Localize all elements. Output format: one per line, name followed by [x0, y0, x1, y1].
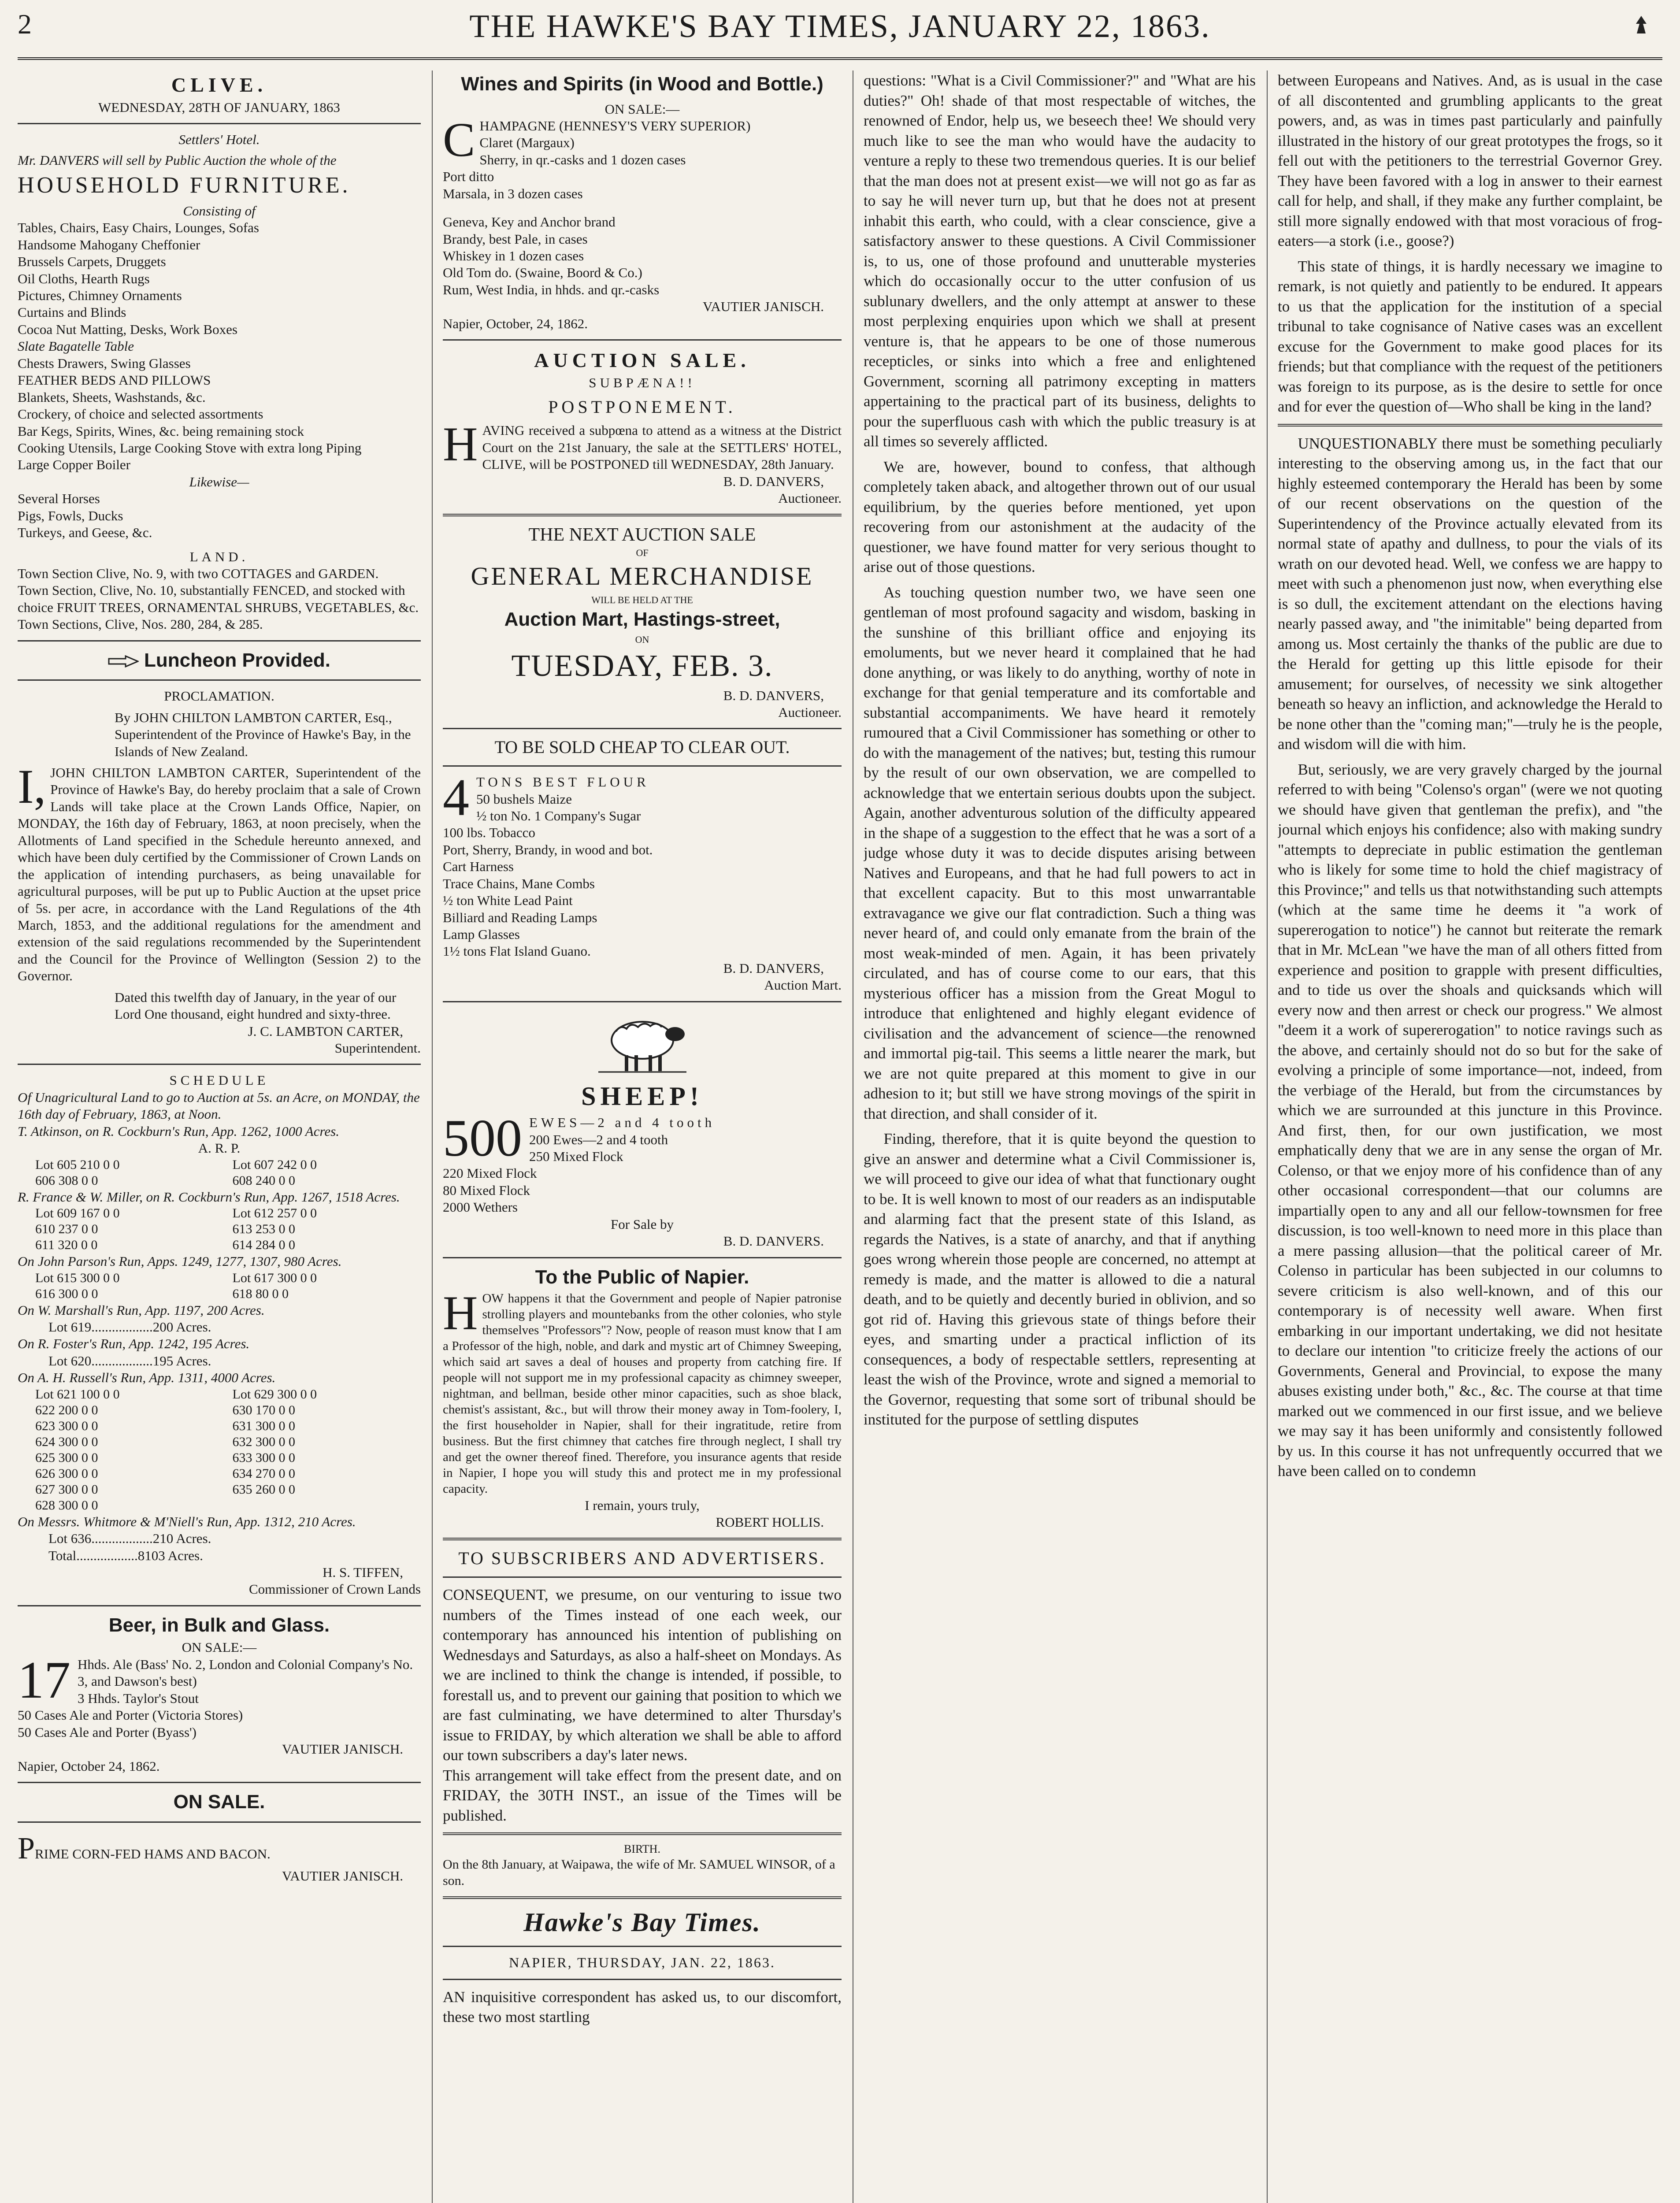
- list-item: HAMPAGNE (HENNESY'S VERY SUPERIOR): [479, 118, 751, 134]
- page-number: 2: [18, 8, 32, 40]
- beer-list: [18, 1656, 421, 1741]
- lot-entry: 635 260 0 0: [232, 1482, 295, 1497]
- consisting-label: Consisting of: [183, 203, 256, 219]
- list-item: Several Horses: [18, 491, 100, 507]
- lot-entry: 606 308 0 0: [35, 1173, 98, 1188]
- beer-quantity: 17: [18, 1656, 70, 1709]
- lot-entry: 623 300 0 0: [35, 1418, 98, 1433]
- list-item: Marsala, in 3 dozen cases: [443, 185, 583, 201]
- list-item: Blankets, Sheets, Washstands, &c.: [18, 389, 206, 405]
- list-item: Pictures, Chimney Ornaments: [18, 288, 182, 303]
- proclamation-dated: Dated this twelfth day of January, in the year of our Lord One thousand, eight hundred and sixty-three.: [115, 989, 397, 1022]
- list-item: TONS BEST FLOUR: [476, 774, 649, 790]
- auction-signer: B. D. DANVERS,: [723, 473, 824, 489]
- beer-date: Napier, October 24, 1862.: [18, 1758, 160, 1774]
- list-item: 50 bushels Maize: [476, 791, 572, 807]
- list-item: Slate Bagatelle Table: [18, 338, 134, 354]
- lot-entry: 625 300 0 0: [35, 1450, 98, 1465]
- mart-signer: B. D. DANVERS,: [723, 687, 824, 703]
- editorial-paragraph: This state of things, it is hardly necessary we imagine to remark, is not quietly and patiently to be endured. It appears to us that the application for the institution of a special tribunal to take cognisance of Native cases was an excellent excuse for the Government to make good places for its friends; but that compliance with the request of the petitioners was foreign to its purpose, as is the desire to settle for once and for ever the question of—Who shall be king in the land?: [1278, 257, 1662, 415]
- column-2: [443, 70, 842, 2203]
- lot-entry: Lot 619..................200 Acres.: [48, 1319, 211, 1335]
- list-item: 50 Cases Ale and Porter (Victoria Stores): [18, 1707, 243, 1723]
- column-4: [1278, 70, 1662, 2203]
- lot-entry: Lot 636..................210 Acres.: [48, 1531, 211, 1547]
- column-1: [18, 70, 421, 2203]
- lot-entry: 613 253 0 0: [232, 1222, 295, 1237]
- lot-entry: 622 200 0 0: [35, 1402, 98, 1417]
- proclamation-signer: J. C. LAMBTON CARTER,: [248, 1023, 403, 1039]
- wines-date: Napier, October, 24, 1862.: [443, 315, 588, 331]
- lot-entry: 634 270 0 0: [232, 1466, 295, 1481]
- run-heading: On A. H. Russell's Run, App. 1311, 4000 Acres.: [18, 1370, 276, 1386]
- lot-entry: 626 300 0 0: [35, 1466, 98, 1481]
- lot-table: [18, 1157, 421, 1189]
- lot-entry: 616 300 0 0: [35, 1286, 98, 1301]
- lot-total: Total..................8103 Acres.: [48, 1547, 203, 1563]
- list-item: Large Copper Boiler: [18, 457, 130, 473]
- clear-list: [443, 774, 842, 960]
- subpoena-label: SUBPÆNA!!: [589, 375, 696, 391]
- editorial-paragraph: Finding, therefore, that it is quite beyond the question to give an answer and determine what a Civil Commissioner is, we will proceed to give our idea of what that functionary ought to be. It is well known to most of our readers as an indisputable and alarming fact that the present state of this Island, as regards the Natives, is a state of anarchy, and that if anything goes wrong wherein those people are concerned, no attempt at remedy is made, and the matter is allowed to die a natural death, and to be quietly and decently buried in oblivion, and so got rid of. Having this grievous state of things before their eyes, and smarting under a practical infliction of its consequences, a body of respectable settlers, representing at least the wish of the Province, wrote and signed a memorial to the Governor, requesting that some sort of tribunal should be instituted for the purpose of settling disputes: [864, 1130, 1256, 1428]
- list-item: Town Section, Clive, No. 10, substantially FENCED, and stocked with choice FRUIT TREES, ORNAMENTAL SHRUBS, VEGETABLES, &c.: [18, 582, 419, 615]
- list-item: Cocoa Nut Matting, Desks, Work Boxes: [18, 321, 237, 337]
- auction-venue: Settlers' Hotel.: [178, 132, 260, 148]
- lot-entry: 630 170 0 0: [232, 1402, 295, 1417]
- column-rule: [432, 70, 433, 2203]
- list-item: Brandy, best Pale, in cases: [443, 231, 588, 247]
- lot-table: [18, 1205, 421, 1253]
- list-item: Billiard and Reading Lamps: [443, 909, 597, 925]
- lot-entry: 632 300 0 0: [232, 1434, 295, 1449]
- list-item: Old Tom do. (Swaine, Boord & Co.): [443, 265, 642, 281]
- list-item: Cooking Utensils, Large Cooking Stove with extra long Piping: [18, 440, 362, 456]
- onsale-heading: ON SALE.: [173, 1791, 265, 1813]
- clear-signer-title: Auction Mart.: [764, 977, 842, 993]
- list-item: ½ ton White Lead Paint: [443, 893, 573, 909]
- beer-signer: VAUTIER JANISCH.: [282, 1741, 403, 1757]
- sheep-forsale: For Sale by: [611, 1216, 674, 1232]
- lot-entry: Lot 609 167 0 0: [35, 1206, 120, 1221]
- paper-title-block: [443, 1906, 842, 1939]
- lot-table: [18, 1387, 421, 1513]
- likewise-label: Likewise—: [189, 474, 249, 490]
- column-3: [864, 70, 1256, 2203]
- masthead: [18, 4, 1662, 60]
- list-item: 100 lbs. Tobacco: [443, 825, 535, 841]
- lot-entry: Lot 612 257 0 0: [232, 1206, 317, 1221]
- sale-date: TUESDAY, FEB. 3.: [511, 649, 773, 683]
- list-item: Turkeys, and Geese, &c.: [18, 525, 152, 541]
- auction-date: WEDNESDAY, 28TH OF JANUARY, 1863: [98, 100, 340, 115]
- will-be-held-label: WILL BE HELD AT THE: [591, 594, 693, 605]
- lot-entry: 608 240 0 0: [232, 1173, 295, 1188]
- list-item: Port, Sherry, Brandy, in wood and bot.: [443, 842, 653, 857]
- lot-entry: Lot 607 242 0 0: [232, 1157, 317, 1172]
- list-item: Pigs, Fowls, Ducks: [18, 508, 123, 523]
- proclamation-signer-title: Superintendent.: [334, 1040, 421, 1056]
- arp-header: A. R. P.: [198, 1140, 241, 1156]
- list-item: Sherry, in qr.-casks and 1 dozen cases: [479, 152, 686, 167]
- furniture-list: [18, 219, 421, 474]
- lot-entry: Lot 617 300 0 0: [232, 1270, 317, 1285]
- furniture-heading: HOUSEHOLD FURNITURE.: [18, 173, 351, 198]
- lot-entry: Lot 620..................195 Acres.: [48, 1353, 211, 1369]
- list-item: 250 Mixed Flock: [529, 1149, 623, 1165]
- editorial-paragraph: questions: "What is a Civil Commissioner?" and "What are his duties?" Oh! shade of that most respectable of witches, the renowned of Endor, help us, we beseech thee! We should very much like to see the man who would have the audacity to venture a reply to these two tremendous queries. It is our belief that the man does not at present exist—we will not go as far as to say he will never turn up, but that he does not at present inhabit this earth, who could, with a clear conscience, give a satisfactory answer to these questions. A Civil Commissioner is, to us, one of those profound and unutterable mysteries which do occasionally occur to the utter confusion of us sublunary dwellers, and the only attempt at answer to these most perplexing enquiries upon which we shall at present venture is, that he appears to be one of those numerous recepticles, or sinks into which a free and enlightened Government, scorning all patrimony excepting in matters appertaining to the practical part of its business, delights to pour the superfluous cash with which the public treasury is at all times so severely afflicted.: [864, 72, 1256, 450]
- lot-entry: Lot 605 210 0 0: [35, 1157, 120, 1172]
- ornament-icon: [1633, 15, 1649, 34]
- list-item: Bar Kegs, Spirits, Wines, &c. being remaining stock: [18, 423, 304, 439]
- list-item: Rum, West India, in hhds. and qr.-casks: [443, 282, 660, 297]
- beer-onsale: ON SALE:—: [182, 1639, 257, 1655]
- list-item: Port ditto: [443, 169, 494, 185]
- wines-signer: VAUTIER JANISCH.: [702, 299, 824, 315]
- lot-entry: 624 300 0 0: [35, 1434, 98, 1449]
- birth-body: On the 8th January, at Waipawa, the wife of Mr. SAMUEL WINSOR, of a son.: [443, 1857, 835, 1888]
- subscribers-body: CONSEQUENT, we presume, on our venturing to issue two numbers of the Times instead of one each week, our contemporary has announced his intention of publishing on Wednesdays and Saturdays, as also a half-sheet on Mondays. As we are inclined to think the change is intended, if possible, to forestall us, and to prevent our gaining that position to which we are fast culminating, we have determined to alter Thursday's issue to FRIDAY, by which alteration we shall be able to afford our town subscribers a day's later news. This arrangement will take effect from the present date, and on FRIDAY, the 30TH INST., an issue of the Times will be published.: [443, 1586, 842, 1824]
- list-item: Claret (Margaux): [479, 135, 575, 151]
- wines-onsale: ON SALE:—: [605, 101, 680, 117]
- next-sale-label: THE NEXT AUCTION SALE: [528, 525, 756, 545]
- list-item: 80 Mixed Flock: [443, 1182, 530, 1198]
- lot-entry: Lot 629 300 0 0: [232, 1387, 317, 1402]
- sheep-list: [443, 1114, 842, 1216]
- editorial-paragraph: As touching question number two, we have seen one gentleman of most profound sagacity and wisdom, basking in the sunshine of this brilliant office and enjoying its emoluments, but we never heard it complained that he had done anything, or was likely to do anything, worthy of note in exchange for that genial temperature and its comfortable and substantial accompaniments. We have heard it remotely rumoured that a Civil Commissioner has something or other to do with the management of the natives; but, testing this rumour by the result of our own observation, we are compelled to acknowledge that we entertain serious doubts upon the subject. Again, another adventurous solution of the difficulty appeared in the shape of a suggestion to the effect that he was a sort of a judge whose duty it was to decide disputes arising between Natives and Europeans, and that he had full powers to act in that excellent capacity. But to this most unwarrantable extravagance we give our flat contradiction. Such a thing was never heard of, and could only emanate from the brain of the most weak-minded of men. Again, it has been privately circulated, and has of course come to our ears, that this mysterious officer has a mission from the Great Mogul to introduce that enlightened and highly elegant evidence of civilisation and the advancement of science—the renowned and immortal pig-tail. This seems a little nearer the mark, but we are not quite prepared at this moment to give in our adhesion to it; but still we have strong movings of the spirit in that direction, and shall consider of it.: [864, 583, 1256, 1122]
- lot-entry: 614 284 0 0: [232, 1238, 295, 1253]
- list-item: Chests Drawers, Swing Glasses: [18, 355, 191, 371]
- list-item: FEATHER BEDS AND PILLOWS: [18, 372, 211, 388]
- column-rule: [1267, 70, 1268, 2203]
- wines-list: C HAMPAGNE (HENNESY'S VERY SUPERIOR) Claret (Margaux) Sherry, in qr.-casks and 1 dozen cases Port ditto Marsala, in 3 dozen cases Geneva, Key and Anchor brand Brandy, best Pale, in cases Whiskey in 1 dozen cases Old Tom do. (Swaine, Boord & Co.) Rum, West India, in hhds. and qr.-casks: [443, 118, 842, 298]
- sheep-heading: SHEEP!: [581, 1081, 703, 1111]
- list-item: 2000 Wethers: [443, 1199, 518, 1215]
- auction-heading: AUCTION SALE.: [534, 349, 750, 372]
- list-item: Trace Chains, Mane Combs: [443, 875, 595, 891]
- list-item: 1½ tons Flat Island Guano.: [443, 943, 591, 959]
- list-item: 50 Cases Ale and Porter (Byass'): [18, 1724, 197, 1740]
- lot-entry: 631 300 0 0: [232, 1418, 295, 1433]
- lot-entry: 610 237 0 0: [35, 1222, 98, 1237]
- pointing-hand-icon: [108, 655, 139, 668]
- dateline: NAPIER, THURSDAY, JAN. 22, 1863.: [509, 1955, 775, 1971]
- proclamation-heading: PROCLAMATION.: [164, 688, 274, 704]
- list-item: ½ ton No. 1 Company's Sugar: [476, 808, 641, 823]
- list-item: 220 Mixed Flock: [443, 1165, 537, 1181]
- editorial-start: AN inquisitive correspondent has asked us, to our discomfort, these two most startling: [443, 1988, 842, 2026]
- paper-title: Hawke's Bay Times.: [523, 1907, 761, 1937]
- sheep-illustration-icon: [594, 1009, 691, 1076]
- editorial-paragraph: UNQUESTIONABLY there must be something peculiarly interesting to the observing among us, in the fact that our highly esteemed contemporary the Herald has been by some of our recent observations on the question of the Superintendency of the Province actually elevated from its normal state of apathy and dullness, to pour the vials of its wrath on our devoted head. Well, we confess we are happy to meet with such a phenomenon just now, when everything else is so dull, the excitement attendant on the elections having nearly passed away, and "the inimitable" being departed from among us. Most certainly the thanks of the public are due to the Herald for getting up this little episode for their amusement; for ourselves, of necessity we sink altogether beneath so heavy an infliction, and acknowledge the Herald to be none other than the "coming man;"—truly he is the people, and wisdom will die with him.: [1278, 434, 1662, 753]
- proclamation-by: By JOHN CHILTON LAMBTON CARTER, Esq., Superintendent of the Province of Hawke's Bay, in the Islands of New Zealand.: [115, 709, 411, 759]
- lot-entry: 611 320 0 0: [35, 1238, 98, 1253]
- merchandise-heading: GENERAL MERCHANDISE: [471, 561, 814, 590]
- clear-signer: B. D. DANVERS,: [723, 960, 824, 976]
- list-item: Crockery, of choice and selected assortments: [18, 406, 263, 422]
- list-item: Cart Harness: [443, 859, 514, 875]
- list-item: Brussels Carpets, Druggets: [18, 254, 166, 270]
- onsale-signer: VAUTIER JANISCH.: [282, 1868, 403, 1884]
- list-item: Tables, Chairs, Easy Chairs, Lounges, Sofas: [18, 220, 259, 236]
- luncheon-heading: Luncheon Provided.: [18, 649, 421, 673]
- list-item: 3 Hhds. Taylor's Stout: [78, 1690, 199, 1706]
- on-label: ON: [635, 634, 649, 645]
- public-closing: I remain, yours truly,: [585, 1497, 700, 1513]
- onsale-text: PRIME CORN-FED HAMS AND BACON.: [18, 1831, 271, 1866]
- auction-mart-label: Auction Mart, Hastings-street,: [504, 608, 780, 630]
- list-item: Town Sections, Clive, Nos. 280, 284, & 285.: [18, 616, 263, 632]
- land-heading: LAND.: [189, 549, 249, 564]
- lot-entry: 627 300 0 0: [35, 1482, 98, 1497]
- run-heading: On W. Marshall's Run, App. 1197, 200 Acres.: [18, 1302, 265, 1318]
- sheep-signer: B. D. DANVERS.: [723, 1233, 824, 1249]
- newspaper-title: THE HAWKE'S BAY TIMES, JANUARY 22, 1863.: [469, 8, 1211, 45]
- birth-heading: BIRTH.: [624, 1843, 660, 1856]
- list-item: EWES—2 and 4 tooth: [529, 1115, 716, 1131]
- lot-entry: 628 300 0 0: [35, 1498, 98, 1513]
- list-item: Oil Cloths, Hearth Rugs: [18, 271, 150, 286]
- lot-entry: Lot 621 100 0 0: [35, 1387, 120, 1402]
- editorial-paragraph: But, seriously, we are very gravely charged by the journal referred to with being "Colenso's organ" (were we not quoting we should have given that gentleman the prefix), and "the journal which enjoys his confidence; also with making sundry "attempts to depreciate in public estimation the gentleman who is likely for some time to hold the chief magistracy of this Province;" and tells us that notwithstanding such attempts (which at the same time he deems it "a work of supererogation to notice") he cannot but reiterate the remark that in Mr. McLean "we have the man of all others fitted from experience and position to grapple with present difficulties, and to tide us over the shoals and quicksands which will every now and then arrest or check our progress." We almost "deem it a work of supererogation" to notice ravings such as the above, and certainly should not do so but for the sake of evolving a principle of some importance—not, indeed, from the verbiage of the Herald, but from the circumstances by which we are surrounded at this juncture in this Province. And first, then, for our own justification, we most emphatically deny that we are in any sense the organ of Mr. Colenso, or that we enjoy more of his confidence than of any other occasional correspondent—that our columns are impartially open to any and all our fellow-townsmen for free discussion, is too well-known to need more in this place than a mere passing allusion—that the political career of Mr. Colenso in particular has been subjected in our columns to severe criticism is also well-known, and of this our contemporary is of necessity well aware. When first embarking in our important undertaking, we did not hesitate to declare our intention "to criticize freely the actions of our Governments, General and Provincial, to expose the many abuses existing under both," &c., &c. The course at that time marked out we commenced in our first issue, and we believe we may say it has been uniformly and consistently followed by us. In this course it has not unfrequently occurred that we have been called on to condemn: [1278, 760, 1662, 1480]
- auction-intro: Mr. DANVERS will sell by Public Auction the whole of the: [18, 152, 337, 168]
- run-heading: T. Atkinson, on R. Cockburn's Run, App. 1262, 1000 Acres.: [18, 1123, 339, 1139]
- schedule-intro: Of Unagricultural Land to go to Auction at 5s. an Acre, on MONDAY, the 16th day of February, 1863, at Noon.: [18, 1089, 420, 1122]
- public-body: HOW happens it that the Government and people of Napier patronise strolling players and mountebanks from the other colonies, who style themselves "Professors"? Now, people of reason must know that I am a Professor of the high, noble, and dark and mystic art of Chimney Sweeping, which said art saves a deal of houses and property from catching fire. If people will not support me in my professional capacity as chimney sweeper, nightman, and bellman, beside other minor capacities, such as shoe black, chemist's assistant, &c., but will throw their money away in Tom-foolery, I, the first householder in Napier, shall for their ingratitude, retire from business. But the first chimney that catches fire through neglect, I shall try and get the owner thereof fined. Therefore, you insurance agents that reside in Napier, I hope you will study this and protect me in my professional capacity.: [443, 1286, 842, 1496]
- proclamation-body: I, JOHN CHILTON LAMBTON CARTER, Superintendent of the Province of Hawke's Bay, do hereby proclaim that a sale of Crown Lands will take place at the Crown Lands Office, Napier, on MONDAY, the 16th day of February, 1863, at noon precisely, when the Allotments of Land specified in the Schedule hereunto annexed, and which have been duly certified by the Commissioner of Crown Lands on the application of intending purchasers, as being unavailable for agricultural purposes, will be put up to Public Auction at the upset price of 5s. per acre, in accordance with the Land Regulations of the 4th March, 1853, and the additional regulations for the amendment and extension of the said regulations recommended by the Superintendent and the Council for the Province of Wellington (Session 2) to the Governor.: [18, 760, 421, 984]
- schedule-heading: SCHEDULE: [169, 1072, 269, 1088]
- run-heading: R. France & W. Miller, on R. Cockburn's Run, App. 1267, 1518 Acres.: [18, 1189, 400, 1205]
- public-heading: To the Public of Napier.: [535, 1266, 749, 1288]
- mart-signer-title: Auctioneer.: [778, 705, 842, 720]
- clive-heading: CLIVE.: [171, 74, 267, 96]
- subscribers-heading: TO SUBSCRIBERS AND ADVERTISERS.: [458, 1548, 826, 1569]
- list-item: 200 Ewes—2 and 4 tooth: [529, 1131, 668, 1147]
- list-item: Handsome Mahogany Cheffonier: [18, 237, 200, 252]
- auction-signer-title: Auctioneer.: [778, 490, 842, 506]
- beer-heading: Beer, in Bulk and Glass.: [108, 1614, 330, 1636]
- lot-entry: 618 80 0 0: [232, 1286, 289, 1301]
- auction-body: HAVING received a subpœna to attend as a witness at the District Court on the 21st January, the sale at the SETTLERS' HOTEL, CLIVE, will be POSTPONED till WEDNESDAY, 28th January.: [443, 417, 842, 472]
- run-heading: On R. Foster's Run, App. 1242, 195 Acres.: [18, 1336, 250, 1352]
- clear-heading: TO BE SOLD CHEAP TO CLEAR OUT.: [494, 737, 790, 757]
- commissioner-title: Commissioner of Crown Lands: [248, 1581, 421, 1597]
- postponement-label: POSTPONEMENT.: [548, 397, 736, 417]
- clear-quantity: 4: [443, 774, 469, 827]
- list-item: Town Section Clive, No. 9, with two COTTAGES and GARDEN.: [18, 566, 379, 581]
- lot-entry: Lot 615 300 0 0: [35, 1270, 120, 1285]
- wines-heading: Wines and Spirits (in Wood and Bottle.): [461, 73, 823, 95]
- lot-entry: 633 300 0 0: [232, 1450, 295, 1465]
- run-heading: On Messrs. Whitmore & M'Niell's Run, App. 1312, 210 Acres.: [18, 1513, 356, 1529]
- sheep-quantity: 500: [443, 1114, 522, 1168]
- list-item: Curtains and Blinds: [18, 304, 126, 320]
- list-item: Lamp Glasses: [443, 927, 520, 942]
- lot-table: [18, 1270, 421, 1302]
- list-item: Whiskey in 1 dozen cases: [443, 248, 584, 264]
- list-item: Hhds. Ale (Bass' No. 2, London and Colonial Company's No. 3, and Dawson's best): [78, 1656, 413, 1689]
- run-heading: On John Parson's Run, Apps. 1249, 1277, 1307, 980 Acres.: [18, 1254, 342, 1269]
- public-signer: ROBERT HOLLIS.: [716, 1514, 824, 1530]
- editorial-paragraph: between Europeans and Natives. And, as is usual in the case of all discontented and grumbling applicants to the great powers, and, as was in times past particularly and painfully illustrated in the history of our great prototypes the frogs, so it fell out with the petitioners to the terrestrial Governor Grey. They have been favored with a log in answer to their earnest call for help, and shall, if they make any further complaint, be still more signally endowed with that most voracious of frog-eaters—a stork (i.e., goose?): [1278, 72, 1662, 249]
- of-label: OF: [636, 547, 649, 558]
- commissioner-signer: H. S. TIFFEN,: [323, 1565, 403, 1580]
- list-item: Geneva, Key and Anchor brand: [443, 214, 616, 230]
- editorial-paragraph: We are, however, bound to confess, that although completely taken aback, and altogether thrown out of our usual equilibrium, by the queries before mentioned, yet upon recovering from our astonishment at the audacity of the questioner, we have found matter for very serious thought to arise out of those questions.: [864, 458, 1256, 575]
